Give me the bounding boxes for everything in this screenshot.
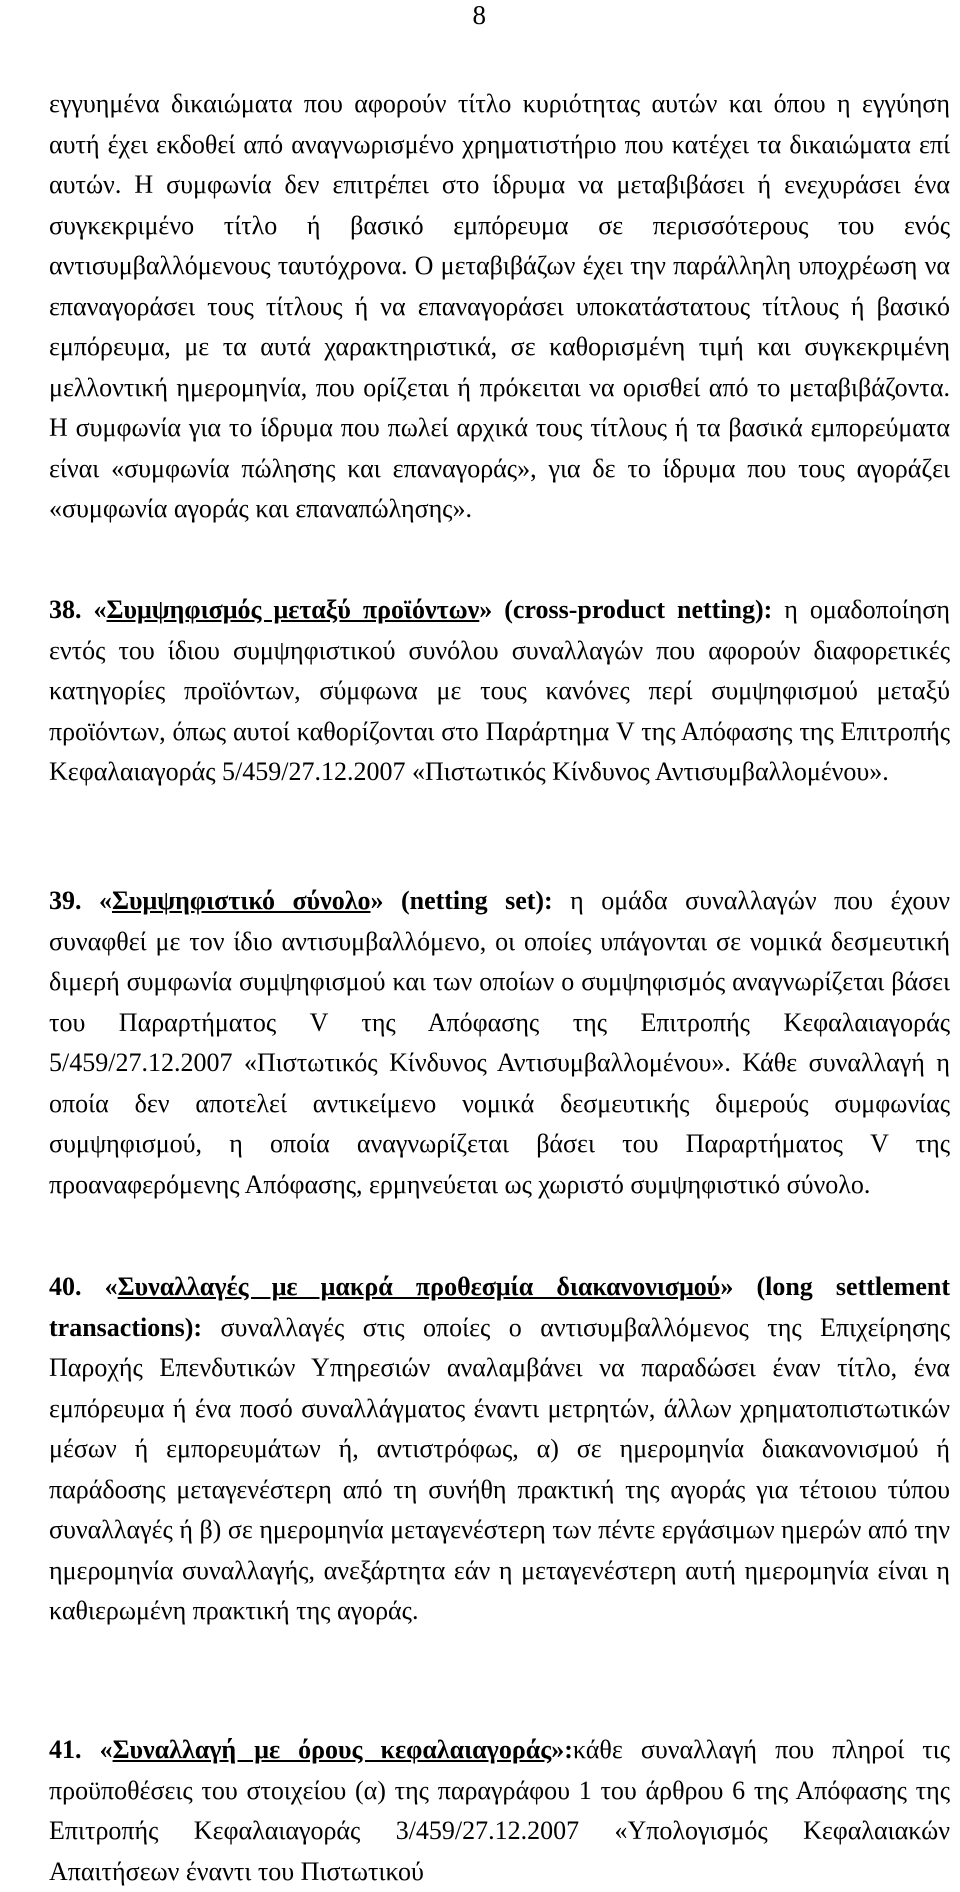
close-quote: »: xyxy=(551,1735,573,1764)
definition-english-term: (netting set): xyxy=(383,886,553,915)
open-quote: « xyxy=(93,595,107,624)
definition-english-term: (long settlement transactions): xyxy=(49,1272,950,1342)
definition-term: Συναλλαγή με όρους κεφαλαιαγοράς xyxy=(112,1735,552,1764)
definition-term: Συμψηφισμός μεταξύ προϊόντων xyxy=(106,595,480,624)
definition-number: 40. xyxy=(49,1272,82,1301)
definition-39 xyxy=(49,881,950,1205)
definition-38 xyxy=(49,590,950,793)
definition-body: κάθε συναλλαγή που πληροί τις προϋποθέσεις του στοιχείου (α) της παραγράφου 1 του άρθρου 6 της Απόφασης της Επιτροπής Κεφαλαιαγοράς 3/459/27.12.2007 «Υπολογισμός Κεφαλαιακών Απαιτήσεων έναντι του Πιστωτικού xyxy=(49,1735,951,1886)
definition-body: συναλλαγές στις οποίες ο αντισυμβαλλόμενος της Επιχείρησης Παροχής Επενδυτικών Υπηρεσιών αναλαμβάνει να παραδώσει έναν τίτλο, ένα εμπόρευμα ή ένα ποσό συναλλάγματος έναντι μετρητών, άλλων χρηματοπιστωτικών μέσων ή εμπορευμάτων ή, αντιστρόφως, α) σε ημερομηνία διακανονισμού ή παράδοσης μεταγενέστερη από τη συνήθη πρακτική της αγοράς για τέτοιου τύπου συναλλαγές ή β) σε ημερομηνία μεταγενέστερη των πέντε εργάσιμων ημερών από την ημερομηνία συναλλαγής, ανεξάρτητα εάν η μεταγενέστερη αυτή ημερομηνία είναι η καθιερωμένη πρακτική της αγοράς. xyxy=(49,1312,950,1625)
definition-body: η ομαδοποίηση εντός του ίδιου συμψηφιστικού συνόλου συναλλαγών που αφορούν διαφορετικές κατηγορίες προϊόντων, σύμφωνα με τους κανόνες περί συμψηφισμού μεταξύ προϊόντων, όπως αυτοί καθορίζονται στο Παράρτημα V της Απόφασης της Επιτροπής Κεφαλαιαγοράς 5/459/27.12.2007 «Πιστωτικός Κίνδυνος Αντισυμβαλλομένου». xyxy=(49,595,950,786)
definition-term: Συμψηφιστικό σύνολο xyxy=(111,886,371,915)
definition-number: 39. xyxy=(49,886,82,915)
definition-term: Συναλλαγές με μακρά προθεσμία διακανονισμού xyxy=(117,1272,721,1301)
intro-paragraph: εγγυημένα δικαιώματα που αφορούν τίτλο κυριότητας αυτών και όπου η εγγύηση αυτή έχει εκδοθεί από αναγνωρισμένο χρηματιστήριο που κατέχει τα δικαιώματα επί αυτών. Η συμφωνία δεν επιτρέπει στο ίδρυμα να μεταβιβάσει ή ενεχυράσει ένα συγκεκριμένο τίτλο ή βασικό εμπόρευμα σε περισσότερους του ενός αντισυμβαλλόμενους ταυτόχρονα. Ο μεταβιβάζων έχει την παράλληλη υποχρέωση να επαναγοράσει τους τίτλους ή να επαναγοράσει υποκατάστατους τίτλους ή βασικό εμπόρευμα, με τα αυτά χαρακτηριστικά, σε καθορισμένη τιμή και συγκεκριμένη μελλοντική ημερομηνία, που ορίζεται ή πρόκειται να ορισθεί από το μεταβιβάζοντα. Η συμφωνία για το ίδρυμα που πωλεί αρχικά τους τίτλους ή τα βασικά εμπορεύματα είναι «συμφωνία πώλησης και επαναγοράς», για δε το ίδρυμα που τους αγοράζει «συμφωνία αγοράς και επαναπώλησης». xyxy=(49,89,950,523)
definition-english-term: (cross-product netting): xyxy=(492,595,773,624)
open-quote: « xyxy=(98,886,112,915)
close-quote: » xyxy=(720,1272,734,1301)
definition-number: 41. xyxy=(49,1735,82,1764)
page-number: 8 xyxy=(472,0,486,30)
close-quote: » xyxy=(370,886,384,915)
definition-body: η ομάδα συναλλαγών που έχουν συναφθεί με τον ίδιο αντισυμβαλλόμενο, οι οποίες υπάγονται σε νομικά δεσμευτική διμερή συμφωνία συμψηφισμού και των οποίων ο συμψηφισμός αναγνωρίζεται βάσει του Παραρτήματος V της Απόφασης της Επιτροπής Κεφαλαιαγοράς 5/459/27.12.2007 «Πιστωτικός Κίνδυνος Αντισυμβαλλομένου». Κάθε συναλλαγή η οποία δεν αποτελεί αντικείμενο νομικά δεσμευτικής διμερούς συμφωνίας συμψηφισμού, η οποία αναγνωρίζεται βάσει του Παραρτήματος V της προαναφερόμενης Απόφασης, ερμηνεύεται ως χωριστό συμψηφιστικό σύνολο. xyxy=(49,886,951,1199)
open-quote: « xyxy=(99,1735,113,1764)
definition-41 xyxy=(49,1730,950,1892)
open-quote: « xyxy=(104,1272,118,1301)
definition-number: 38. xyxy=(49,595,82,624)
close-quote: » xyxy=(479,595,493,624)
definition-40 xyxy=(49,1267,950,1632)
